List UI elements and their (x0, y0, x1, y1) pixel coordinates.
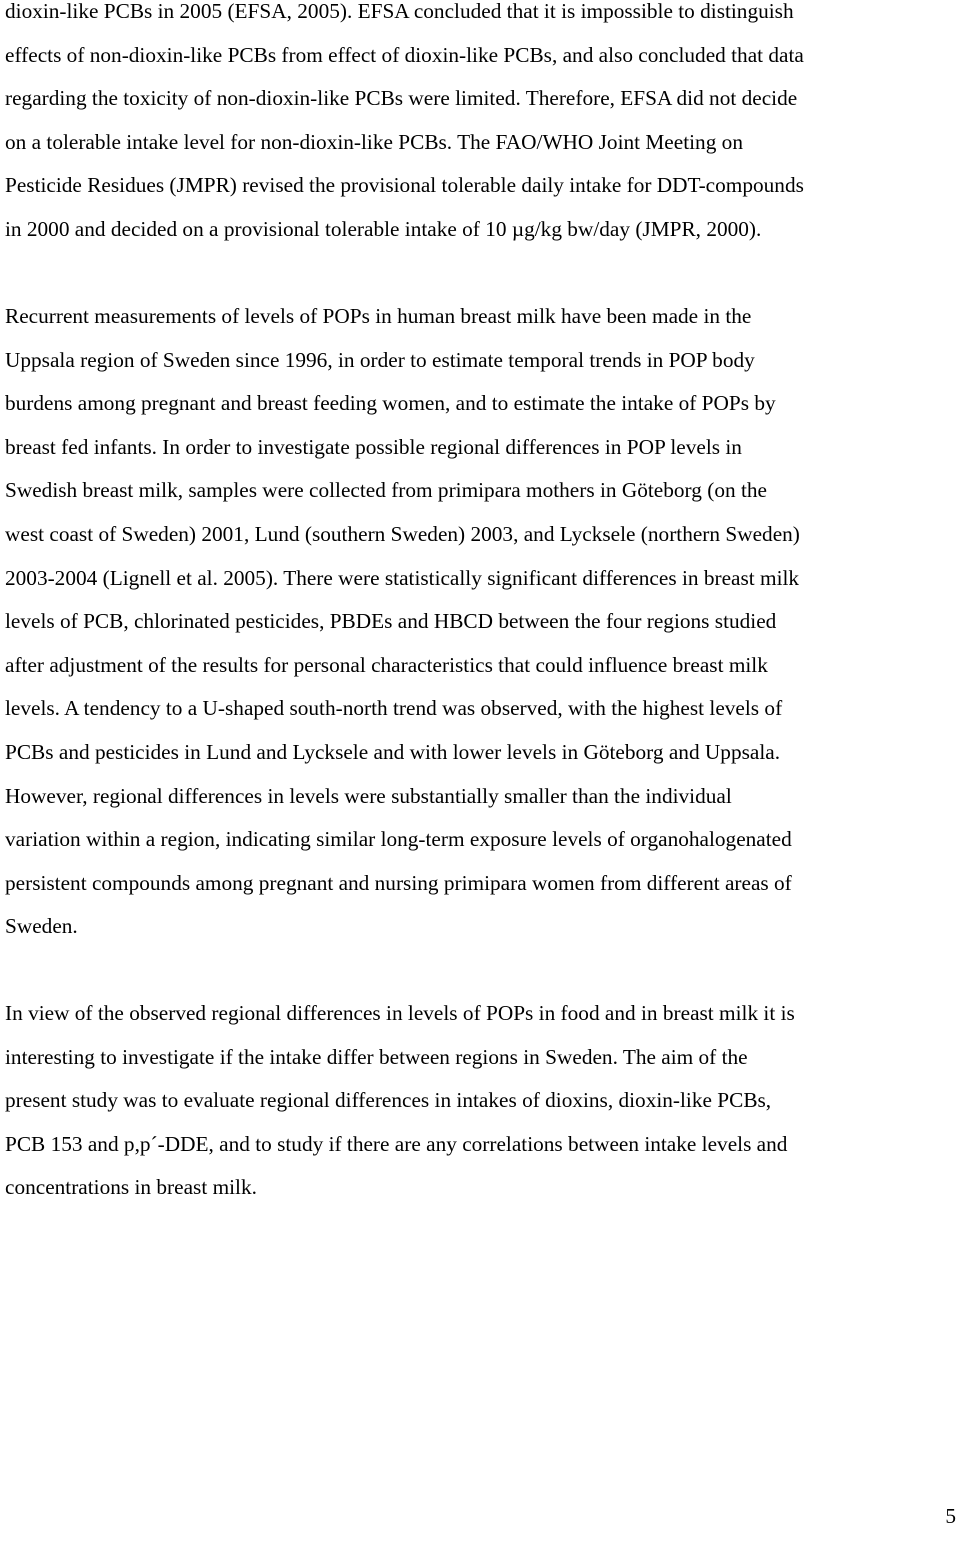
text-line: However, regional differences in levels were substantially smaller than the individual (5, 783, 732, 808)
text-line: persistent compounds among pregnant and nursing primipara women from different areas of (5, 870, 792, 895)
text-line: burdens among pregnant and breast feeding women, and to estimate the intake of POPs by (5, 391, 776, 416)
text-line: PCB 153 and p,p´-DDE, and to study if there are any correlations between intake levels and (5, 1131, 788, 1156)
text-line: In view of the observed regional differences in levels of POPs in food and in breast milk it is (5, 1001, 795, 1025)
text-line: present study was to evaluate regional differences in intakes of dioxins, dioxin-like PCBs, (5, 1088, 772, 1113)
text-line: regarding the toxicity of non-dioxin-like PCBs were limited. Therefore, EFSA did not decide (5, 86, 798, 111)
text-line: Pesticide Residues (JMPR) revised the provisional tolerable daily intake for DDT-compounds (5, 173, 804, 198)
text-line: after adjustment of the results for personal characteristics that could influence breast milk (5, 652, 768, 677)
text-line: Sweden. (5, 914, 78, 939)
text-line: 2003-2004 (Lignell et al. 2005). There were statistically significant differences in breast milk (5, 565, 800, 590)
text-line: concentrations in breast milk. (5, 1175, 257, 1200)
text-line: on a tolerable intake level for non-dioxin-like PCBs. The FAO/WHO Joint Meeting on (5, 129, 743, 154)
text-line: PCBs and pesticides in Lund and Lycksele and with lower levels in Göteborg and Uppsala. (5, 739, 781, 764)
text-line: variation within a region, indicating similar long-term exposure levels of organohalogenated (5, 827, 792, 852)
paragraph-study-aim (5, 992, 960, 1210)
page-number: 5 (945, 1504, 956, 1528)
text-line: dioxin-like PCBs in 2005 (EFSA, 2005). EFSA concluded that it is impossible to distinguish (5, 0, 794, 23)
text-line: effects of non-dioxin-like PCBs from effect of dioxin-like PCBs, and also concluded that data (5, 42, 804, 67)
text-line: breast fed infants. In order to investigate possible regional differences in POP levels in (5, 434, 742, 459)
text-line: levels of PCB, chlorinated pesticides, PBDEs and HBCD between the four regions studied (5, 609, 777, 634)
text-line: interesting to investigate if the intake differ between regions in Sweden. The aim of the (5, 1044, 748, 1069)
paragraph-breast-milk-measurements (5, 295, 960, 949)
text-line: in 2000 and decided on a provisional tolerable intake of 10 µg/kg bw/day (JMPR, 2000). (5, 216, 762, 241)
text-line: Uppsala region of Sweden since 1996, in order to estimate temporal trends in POP body (5, 347, 755, 372)
text-line: levels. A tendency to a U-shaped south-north trend was observed, with the highest levels of (5, 696, 783, 721)
text-line: Swedish breast milk, samples were collected from primipara mothers in Göteborg (on the (5, 478, 767, 503)
text-line: Recurrent measurements of levels of POPs in human breast milk have been made in the (5, 304, 752, 328)
paragraph-efsa-jmpr (5, 0, 960, 252)
text-line: west coast of Sweden) 2001, Lund (southern Sweden) 2003, and Lycksele (northern Sweden) (5, 521, 800, 546)
